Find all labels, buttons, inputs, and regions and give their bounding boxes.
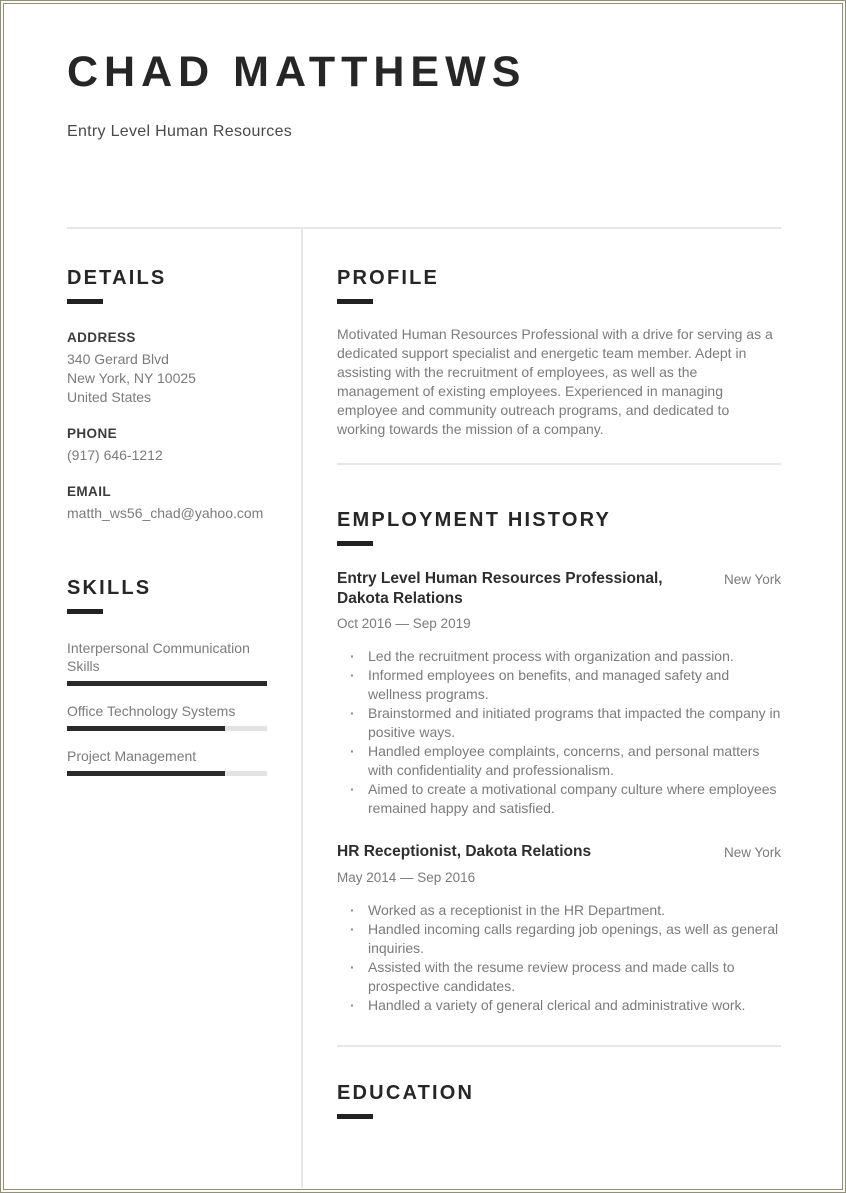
skill-item <box>67 639 267 686</box>
details-heading: DETAILS <box>67 267 167 289</box>
profile-text: Motivated Human Resources Professional with a drive for serving as a dedicated support specialist and energetic team member. Adept in assisting with the recruitment of employees, as well as the management of existing employees. Experienced in managing employee and community outreach programs, and dedicated to working towards the mission of a company. <box>337 326 773 437</box>
job-bullet: · Assisted with the resume review process and made calls to prospective candidates. <box>337 958 781 996</box>
job-bullet: · Handled a variety of general clerical and administrative work. <box>337 996 781 1015</box>
job-bullet: · Aimed to create a motivational company culture where employees remained happy and satisfied. <box>337 780 781 818</box>
job-dates: Oct 2016 — Sep 2019 <box>337 616 471 631</box>
skill-label: Office Technology Systems <box>67 703 236 719</box>
skill-level-bar-fill <box>67 726 225 731</box>
job-entry <box>337 842 781 1015</box>
address-line: New York, NY 10025 <box>67 370 196 386</box>
address-label: ADDRESS <box>67 330 136 345</box>
job-bullet: · Worked as a receptionist in the HR Department. <box>337 901 781 920</box>
skill-level-bar-fill <box>67 681 267 686</box>
skills-section <box>67 575 267 776</box>
job-bullet: · Led the recruitment process with organization and passion. <box>337 647 781 666</box>
details-heading-underline <box>67 299 103 304</box>
skill-label: Interpersonal Communication Skills <box>67 640 250 674</box>
job-bullet: · Handled employee complaints, concerns, and personal matters with confidentiality and professionalism. <box>337 742 781 780</box>
email-value: matth_ws56_chad@yahoo.com <box>67 505 264 521</box>
skill-label: Project Management <box>67 748 197 764</box>
phone-label: PHONE <box>67 426 118 441</box>
skills-heading: SKILLS <box>67 577 152 599</box>
skill-level-bar <box>67 771 267 776</box>
section-divider <box>337 463 781 465</box>
address-line: 340 Gerard Blvd <box>67 351 169 367</box>
job-location: New York <box>723 572 781 587</box>
education-heading-underline <box>337 1114 373 1119</box>
skill-level-bar <box>67 681 267 686</box>
header <box>67 46 781 141</box>
job-bullet: · Informed employees on benefits, and managed safety and wellness programs. <box>337 666 781 704</box>
job-dates: May 2014 — Sep 2016 <box>337 870 476 885</box>
profile-section <box>337 265 781 439</box>
job-header <box>337 842 781 862</box>
details-section <box>67 265 267 523</box>
job-title-subtitle: Entry Level Human Resources <box>67 123 293 140</box>
phone-value: (917) 646-1212 <box>67 447 163 463</box>
profile-heading: PROFILE <box>337 267 440 289</box>
job-bullet: · Handled incoming calls regarding job openings, as well as general inquiries. <box>337 920 781 958</box>
job-entry <box>337 569 781 818</box>
email-label: EMAIL <box>67 484 111 499</box>
skill-item <box>67 747 267 776</box>
job-bullet: · Brainstormed and initiated programs that impacted the company in positive ways. <box>337 704 781 742</box>
section-divider <box>337 1045 781 1047</box>
main-column <box>337 265 781 1119</box>
education-heading: EDUCATION <box>337 1082 475 1104</box>
job-title: HR Receptionist, Dakota Relations <box>337 843 592 860</box>
job-bullet-list <box>337 647 781 818</box>
header-divider <box>67 227 781 229</box>
job-location: New York <box>723 845 781 860</box>
job-header <box>337 569 781 608</box>
sidebar <box>67 265 267 776</box>
skill-item <box>67 702 267 731</box>
address-line: United States <box>67 389 152 405</box>
skill-level-bar-fill <box>67 771 225 776</box>
employment-heading-underline <box>337 541 373 546</box>
jobs-list <box>337 569 781 1015</box>
job-title: Entry Level Human Resources Professional, Dakota Relations <box>337 570 663 607</box>
profile-heading-underline <box>337 299 373 304</box>
education-section <box>337 1080 781 1119</box>
name-heading: CHAD MATTHEWS <box>67 48 527 96</box>
job-bullet-list <box>337 901 781 1015</box>
employment-heading: EMPLOYMENT HISTORY <box>337 509 612 531</box>
skill-level-bar <box>67 726 267 731</box>
employment-section <box>337 507 781 1015</box>
skills-list <box>67 639 267 776</box>
column-divider <box>301 229 303 1188</box>
skills-heading-underline <box>67 609 103 614</box>
